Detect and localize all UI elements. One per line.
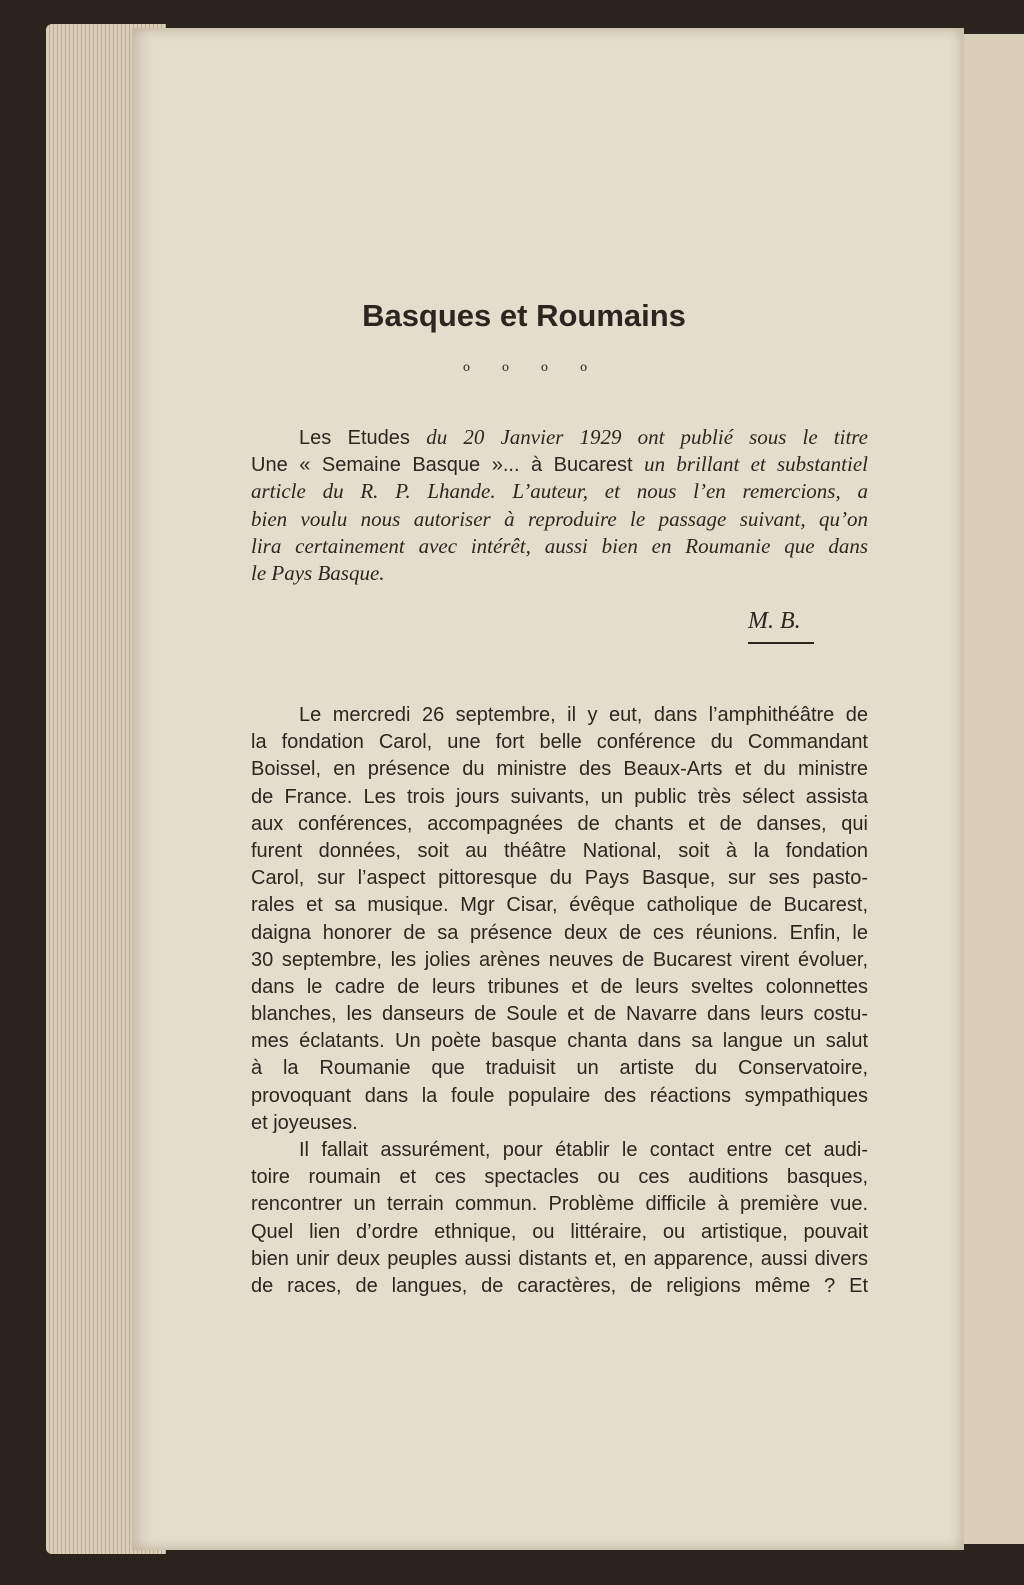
text-line <box>251 506 868 533</box>
text-segment: du 20 Janvier 1929 ont publié sous le titre <box>426 425 868 449</box>
text-line: Boissel, en présence du ministre des Beaux-Arts et du ministre <box>251 758 868 781</box>
text-line: Il fallait assurément, pour établir le contact entre cet audi- <box>299 1139 868 1161</box>
text-line <box>251 478 868 505</box>
text-line: de France. Les trois jours suivants, un public très sélect assista <box>251 785 868 808</box>
next-page-edge <box>962 34 1024 1544</box>
text-segment: le Pays Basque. <box>251 560 385 585</box>
text-line: dans le cadre de leurs tribunes et de leurs sveltes colonnettes <box>251 975 868 998</box>
intro-paragraph <box>251 424 868 587</box>
text-line <box>251 424 868 451</box>
article-title: Basques et Roumains <box>362 298 686 333</box>
text-line: daigna honorer de sa présence deux de ces réunions. Enfin, le <box>251 921 868 944</box>
signature: M. B. <box>748 608 801 634</box>
text-line: à la Roumanie que traduisit un artiste du Conservatoire, <box>251 1057 868 1080</box>
text-segment: lira certainement avec intérêt, aussi bien en Roumanie que dans <box>251 533 868 558</box>
text-segment: un brillant et substantiel <box>644 452 869 477</box>
ornament-divider: o o o o <box>462 360 602 374</box>
text-line: bien unir deux peuples aussi distants et, en apparence, aussi divers <box>251 1247 868 1270</box>
text-line: toire roumain et ces spectacles ou ces auditions basques, <box>251 1166 868 1189</box>
text-line: la fondation Carol, une fort belle conférence du Commandant <box>251 731 868 754</box>
text-line: Carol, sur l’aspect pittoresque du Pays Basque, sur ses pasto- <box>251 867 868 890</box>
text-line <box>251 533 868 560</box>
text-line: 30 septembre, les jolies arènes neuves de Bucarest virent évoluer, <box>251 948 868 971</box>
text-line: blanches, les danseurs de Soule et de Navarre dans leurs costu- <box>251 1003 868 1026</box>
text-line: Le mercredi 26 septembre, il y eut, dans l’amphithéâtre de <box>299 704 868 726</box>
text-line: aux conférences, accompagnées de chants et de danses, qui <box>251 812 868 835</box>
text-segment: bien voulu nous autoriser à reproduire le passage suivant, qu’on <box>251 506 868 531</box>
body-text <box>251 702 868 1300</box>
text-line: de races, de langues, de caractères, de religions même ? Et <box>251 1274 868 1297</box>
text-line: rales et sa musique. Mgr Cisar, évêque catholique de Bucarest, <box>251 894 868 917</box>
text-line: mes éclatants. Un poète basque chanta dans sa langue un salut <box>251 1030 868 1053</box>
text-line <box>251 560 868 587</box>
text-line: furent données, soit au théâtre National, soit à la fondation <box>251 839 868 862</box>
text-segment: Une « Semaine Basque »... à Bucarest <box>251 454 645 477</box>
text-line: provoquant dans la foule populaire des réactions sympathiques <box>251 1084 868 1107</box>
text-segment: Les Etudes <box>299 427 427 449</box>
text-segment: article du R. P. Lhande. L’auteur, et nous l’en remercions, a <box>251 479 868 504</box>
text-line: Quel lien d’ordre ethnique, ou littéraire, ou artistique, pouvait <box>251 1220 868 1243</box>
signature-underline <box>748 642 814 644</box>
text-line: et joyeuses. <box>251 1111 358 1134</box>
text-line: rencontrer un terrain commun. Problème difficile à première vue. <box>251 1193 868 1216</box>
text-line <box>251 451 868 478</box>
